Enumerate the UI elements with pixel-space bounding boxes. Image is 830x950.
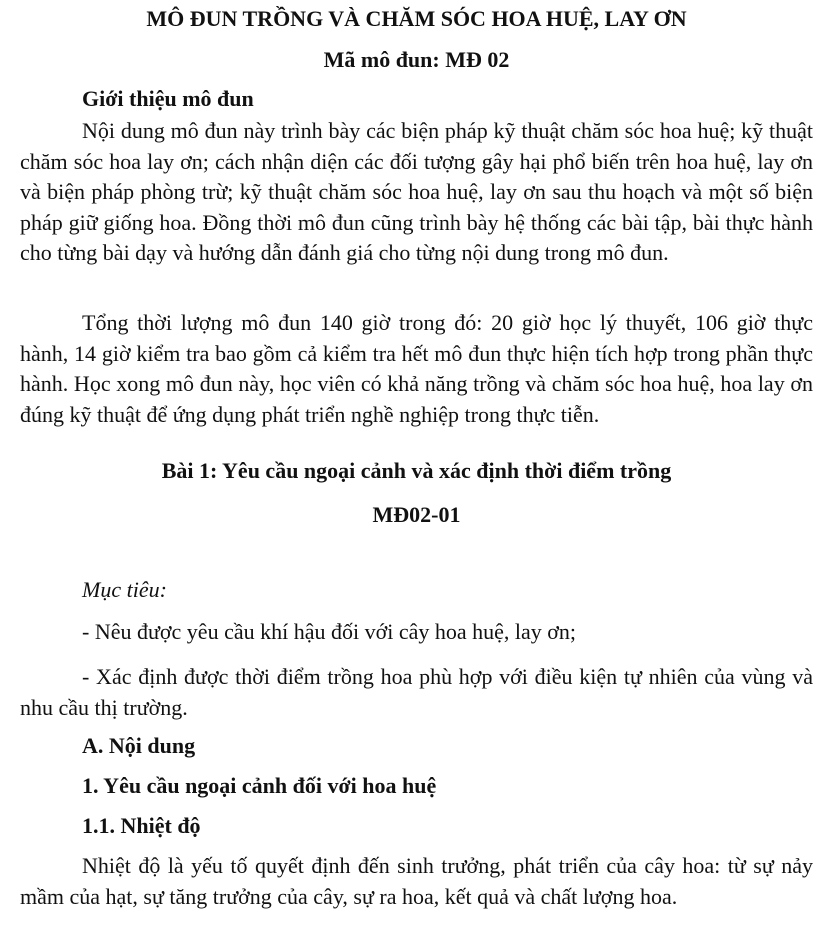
- section-a-heading: A. Nội dung: [82, 733, 196, 758]
- section-1-heading: 1. Yêu cầu ngoại cảnh đối với hoa huệ: [82, 773, 437, 798]
- lesson-code: MĐ02-01: [372, 502, 461, 527]
- lesson-title: Bài 1: Yêu cầu ngoại cảnh và xác định thời điểm trồng: [161, 458, 672, 483]
- intro-paragraph-1: Nội dung mô đun này trình bày các biện pháp kỹ thuật chăm sóc hoa huệ; kỹ thuật chăm sóc hoa lay ơn; cách nhận diện các đối tượng gây hại phổ biến trên hoa huệ, lay ơn và biện pháp phòng trừ; kỹ thuật chăm sóc hoa huệ, lay ơn sau thu hoạch và một số biện pháp giữ giống hoa. Đồng thời mô đun cũng trình bày hệ thống các bài tập, bài thực hành cho từng bài dạy và hướng dẫn đánh giá cho từng nội dung trong mô đun.: [20, 118, 813, 265]
- temperature-paragraph: Nhiệt độ là yếu tố quyết định đến sinh trưởng, phát triển của cây hoa: từ sự nảy mầm của hạt, sự tăng trưởng của cây, sự ra hoa, kết quả và chất lượng hoa.: [20, 853, 813, 909]
- objectives-label: Mục tiêu:: [82, 577, 167, 602]
- module-code: Mã mô đun: MĐ 02: [323, 47, 510, 72]
- objective-2: - Xác định được thời điểm trồng hoa phù hợp với điều kiện tự nhiên của vùng và nhu cầu thị trường.: [20, 664, 813, 720]
- objective-1: - Nêu được yêu cầu khí hậu đối với cây hoa huệ, lay ơn;: [82, 619, 577, 644]
- section-1-1-heading: 1.1. Nhiệt độ: [82, 813, 201, 838]
- intro-heading: Giới thiệu mô đun: [82, 86, 254, 111]
- document-title: MÔ ĐUN TRỒNG VÀ CHĂM SÓC HOA HUỆ, LAY ƠN: [146, 6, 687, 31]
- intro-paragraph-2: Tổng thời lượng mô đun 140 giờ trong đó: 20 giờ học lý thuyết, 106 giờ thực hành, 14 giờ kiểm tra bao gồm cả kiểm tra hết mô đun thực hiện tích hợp trong phần thực hành. Học xong mô đun này, học viên có khả năng trồng và chăm sóc hoa huệ, hoa lay ơn đúng kỹ thuật để ứng dụng phát triển nghề nghiệp trong thực tiễn.: [20, 310, 813, 427]
